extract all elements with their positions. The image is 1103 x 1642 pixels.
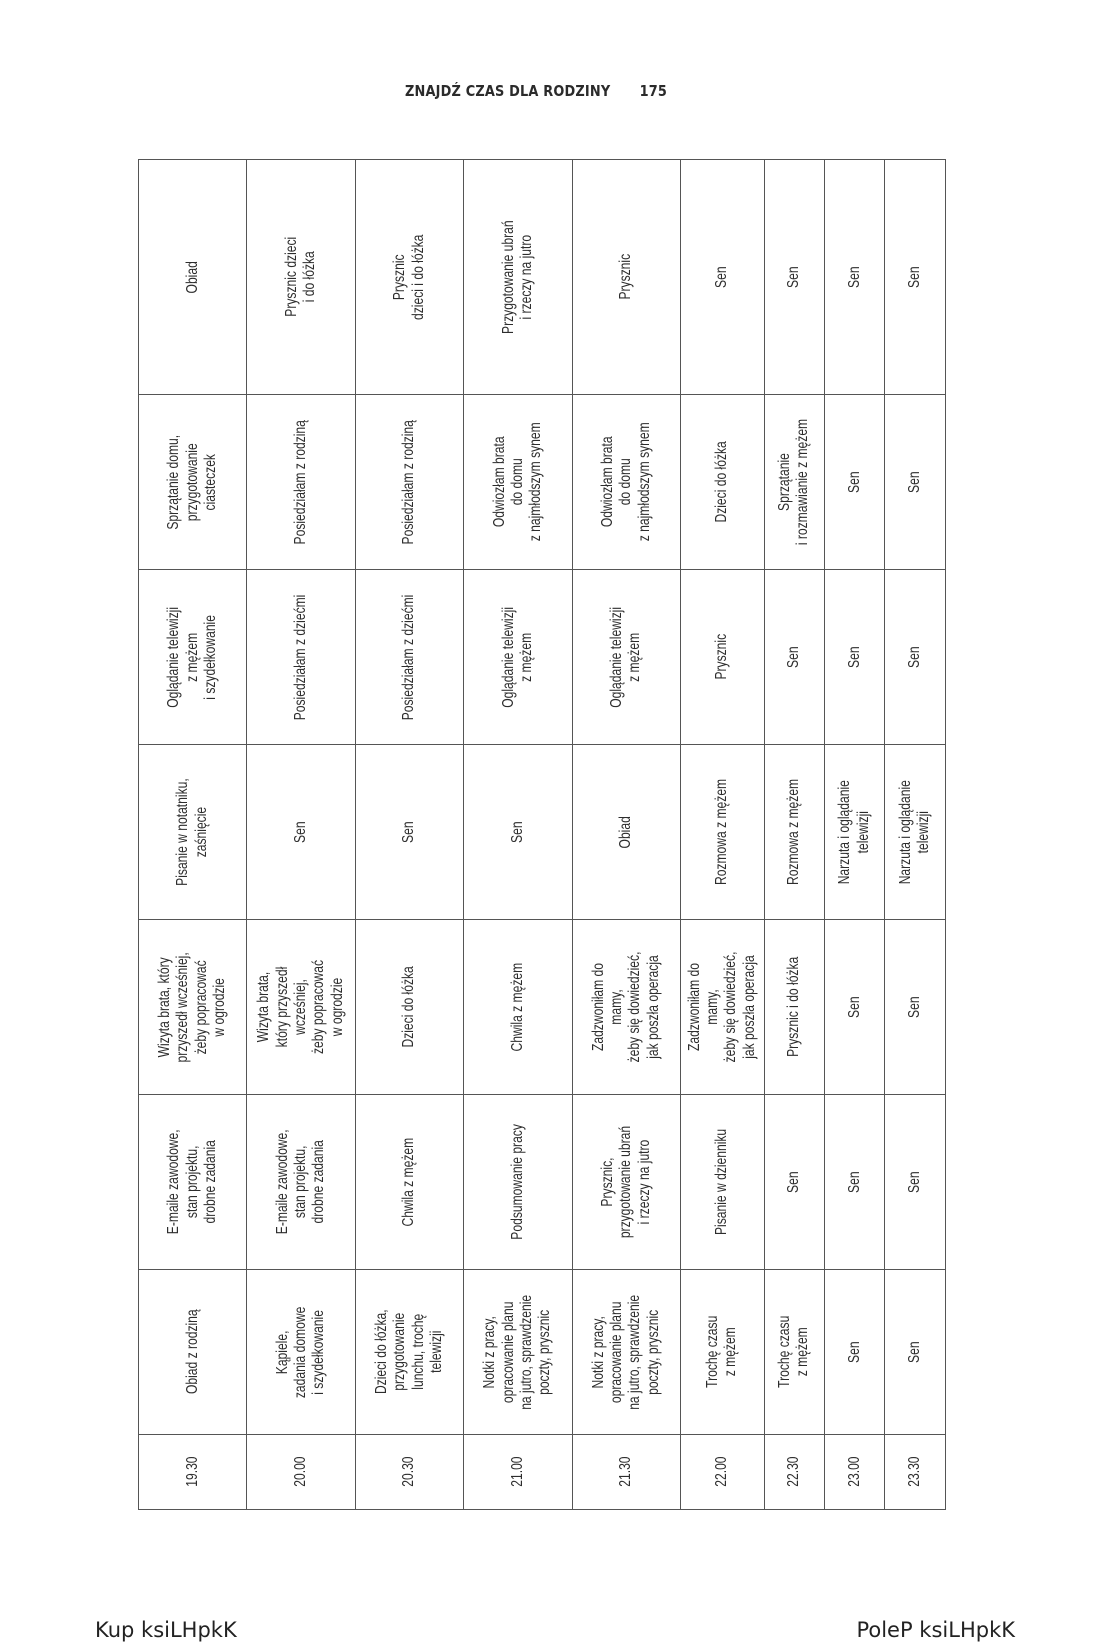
activity-cell [247, 395, 355, 570]
cell-text: Oglądanie telewizji z mężem [608, 606, 644, 708]
rotated-table [138, 160, 946, 1510]
activity-cell [681, 570, 764, 745]
cell-text: Notki z pracy, opracowanie planu na jutro, sprawdzenie poczty, prysznic [589, 1294, 662, 1410]
activity-cell [572, 395, 680, 570]
time-cell [139, 1435, 247, 1510]
cell-text: Wizyta brata, który przyszedł wcześniej, żeby popracować w ogrodzie [156, 951, 228, 1063]
activity-cell [355, 1270, 463, 1435]
time-cell [824, 1435, 884, 1510]
activity-cell [355, 1095, 463, 1270]
cell-text: Sen [845, 996, 863, 1018]
cell-text: Sen [785, 1171, 803, 1193]
schedule-table [138, 159, 946, 1510]
activity-cell [824, 395, 884, 570]
time-cell [764, 1435, 824, 1510]
cell-text: Narzuta i oglądanie telewizji [836, 779, 872, 885]
activity-cell [764, 570, 824, 745]
time-cell [464, 1435, 572, 1510]
chapter-title: ZNAJDŹ CZAS DLA RODZINY [405, 82, 611, 100]
cell-text: Notki z pracy, opracowanie planu na jutro, sprawdzenie poczty, prysznic [481, 1294, 554, 1410]
table-row [464, 160, 572, 1510]
activity-cell [824, 570, 884, 745]
cell-text: Dzieci do łóżka, przygotowanie lunchu, trochę telewizji [372, 1309, 445, 1395]
activity-cell [824, 745, 884, 920]
cell-text: Zadzwoniłam do mamy, żeby się dowiedzieć, jak poszła operacja [589, 951, 662, 1063]
cell-text: Sen [785, 266, 803, 288]
cell-text: 22.30 [785, 1456, 803, 1488]
activity-cell [464, 395, 572, 570]
activity-cell [247, 160, 355, 395]
activity-cell [764, 745, 824, 920]
cell-text: Kąpiele, zadania domowe i szydełkowanie [273, 1306, 328, 1398]
cell-text: E-maile zawodowe, stan projektu, drobne zadania [165, 1129, 219, 1235]
cell-text: Wizyta brata, który przyszedł wcześniej, żeby popracować w ogrodzie [255, 959, 346, 1055]
cell-text: Posiedziałam z dziećmi [291, 594, 309, 720]
activity-cell [464, 1270, 572, 1435]
table-row [247, 160, 355, 1510]
cell-text: Podsumowanie pracy [508, 1124, 526, 1240]
cell-text: Prysznic [617, 254, 635, 300]
cell-text: Prysznic dzieci i do łóżka [282, 237, 319, 317]
cell-text: 23.30 [906, 1456, 924, 1488]
cell-text: Posiedziałam z rodziną [400, 419, 418, 545]
activity-cell [572, 745, 680, 920]
cell-text: 20.00 [291, 1456, 309, 1488]
cell-text: Sen [906, 471, 924, 493]
activity-cell [764, 920, 824, 1095]
cell-text: Sen [906, 646, 924, 668]
cell-text: Obiad [183, 260, 201, 294]
activity-cell [464, 920, 572, 1095]
activity-cell [885, 160, 946, 395]
activity-cell [824, 920, 884, 1095]
cell-text: Rozmowa z mężem [713, 778, 731, 886]
cell-text: Prysznic [713, 634, 731, 680]
time-cell [355, 1435, 463, 1510]
table-row [764, 160, 824, 1510]
cell-text: 20.30 [400, 1456, 418, 1488]
activity-cell [355, 395, 463, 570]
activity-cell [355, 920, 463, 1095]
cell-text: Prysznic dzieci i do łóżka [391, 234, 427, 320]
activity-cell [885, 1270, 946, 1435]
activity-cell [139, 160, 247, 395]
activity-cell [355, 160, 463, 395]
activity-cell [247, 1095, 355, 1270]
cell-text: 21.00 [508, 1456, 526, 1488]
footer-right-text: PoleP ksiLHpkK [856, 1618, 1015, 1642]
cell-text: Pisanie w notatniku, zaśnięcie [174, 778, 210, 886]
cell-text: Dzieci do łóżka [713, 441, 731, 523]
table-row [355, 160, 463, 1510]
activity-cell [572, 160, 680, 395]
activity-cell [247, 1270, 355, 1435]
cell-text: Sen [400, 821, 418, 843]
time-cell [247, 1435, 355, 1510]
cell-text: Chwila z mężem [400, 1137, 418, 1227]
activity-cell [764, 1095, 824, 1270]
activity-cell [139, 395, 247, 570]
cell-text: Odwiozłam brata do domu z najmłodszym synem [598, 422, 653, 542]
activity-cell [355, 570, 463, 745]
activity-cell [681, 1270, 764, 1435]
cell-text: Sen [291, 821, 309, 843]
table-row [139, 160, 247, 1510]
cell-text: Posiedziałam z rodziną [291, 419, 309, 545]
cell-text: 21.30 [617, 1456, 635, 1488]
activity-cell [464, 570, 572, 745]
activity-cell [681, 745, 764, 920]
cell-text: Obiad z rodziną [183, 1309, 201, 1395]
activity-cell [572, 1095, 680, 1270]
activity-cell [247, 570, 355, 745]
activity-cell [139, 745, 247, 920]
cell-text: Dzieci do łóżka [400, 966, 418, 1048]
time-cell [885, 1435, 946, 1510]
running-head [405, 82, 667, 106]
activity-cell [247, 920, 355, 1095]
activity-cell [572, 1270, 680, 1435]
activity-cell [572, 920, 680, 1095]
table-row [885, 160, 946, 1510]
cell-text: Prysznic, przygotowanie ubrań i rzeczy na jutro [598, 1125, 653, 1239]
table-row [681, 160, 764, 1510]
cell-text: Sen [906, 1171, 924, 1193]
activity-cell [824, 160, 884, 395]
table-row [824, 160, 884, 1510]
cell-text: Trochę czasu z mężem [704, 1315, 740, 1389]
footer-left-text: Kup ksiLHpkK [95, 1618, 237, 1642]
cell-text: Odwiozłam brata do domu z najmłodszym synem [490, 422, 545, 542]
cell-text: Sen [906, 266, 924, 288]
cell-text: Sen [845, 471, 863, 493]
activity-cell [139, 920, 247, 1095]
activity-cell [824, 1095, 884, 1270]
cell-text: Pisanie w dzienniku [713, 1128, 731, 1236]
cell-text: Sen [508, 821, 526, 843]
activity-cell [464, 745, 572, 920]
cell-text: Narzuta i oglądanie telewizji [896, 779, 933, 885]
cell-text: Oglądanie telewizji z mężem i szydełkowanie [165, 606, 219, 708]
cell-text: E-maile zawodowe, stan projektu, drobne zadania [273, 1129, 328, 1235]
activity-cell [885, 570, 946, 745]
activity-cell [764, 1270, 824, 1435]
cell-text: Chwila z mężem [508, 962, 526, 1052]
cell-text: Zadzwoniłam do mamy, żeby się dowiedzieć, jak poszła operacja [685, 951, 758, 1063]
activity-cell [885, 395, 946, 570]
activity-cell [572, 570, 680, 745]
activity-cell [885, 1095, 946, 1270]
cell-text: Rozmowa z mężem [785, 778, 803, 886]
cell-text: Oglądanie telewizji z mężem [499, 606, 535, 708]
cell-text: Sprzątanie domu, przygotowanie ciasteczek [165, 434, 219, 530]
activity-cell [139, 1095, 247, 1270]
activity-cell [681, 920, 764, 1095]
cell-text: Sen [785, 646, 803, 668]
cell-text: 19.30 [183, 1456, 201, 1488]
schedule-table-container [138, 160, 946, 1510]
activity-cell [824, 1270, 884, 1435]
page-number: 175 [639, 82, 668, 100]
activity-cell [464, 160, 572, 395]
cell-text: Sen [906, 1341, 924, 1363]
cell-text: Posiedziałam z dziećmi [400, 594, 418, 720]
cell-text: 23.00 [845, 1456, 863, 1488]
activity-cell [681, 395, 764, 570]
activity-cell [247, 745, 355, 920]
activity-cell [139, 570, 247, 745]
activity-cell [464, 1095, 572, 1270]
table-row [572, 160, 680, 1510]
cell-text: Sen [713, 266, 731, 288]
activity-cell [355, 745, 463, 920]
time-cell [681, 1435, 764, 1510]
activity-cell [139, 1270, 247, 1435]
activity-cell [681, 1095, 764, 1270]
cell-text: Sen [906, 996, 924, 1018]
activity-cell [681, 160, 764, 395]
activity-cell [885, 920, 946, 1095]
activity-cell [764, 160, 824, 395]
cell-text: Prysznic i do łóżka [785, 956, 803, 1058]
cell-text: Przygotowanie ubrań i rzeczy na jutro [499, 220, 535, 334]
time-cell [572, 1435, 680, 1510]
cell-text: Sen [845, 266, 863, 288]
cell-text: Obiad [617, 815, 635, 849]
activity-cell [764, 395, 824, 570]
cell-text: Sprzątanie i rozmawianie z mężem [775, 418, 812, 546]
cell-text: 22.00 [713, 1456, 731, 1488]
cell-text: Trochę czasu z mężem [775, 1315, 812, 1389]
cell-text: Sen [845, 1171, 863, 1193]
activity-cell [885, 745, 946, 920]
cell-text: Sen [845, 1341, 863, 1363]
cell-text: Sen [845, 646, 863, 668]
